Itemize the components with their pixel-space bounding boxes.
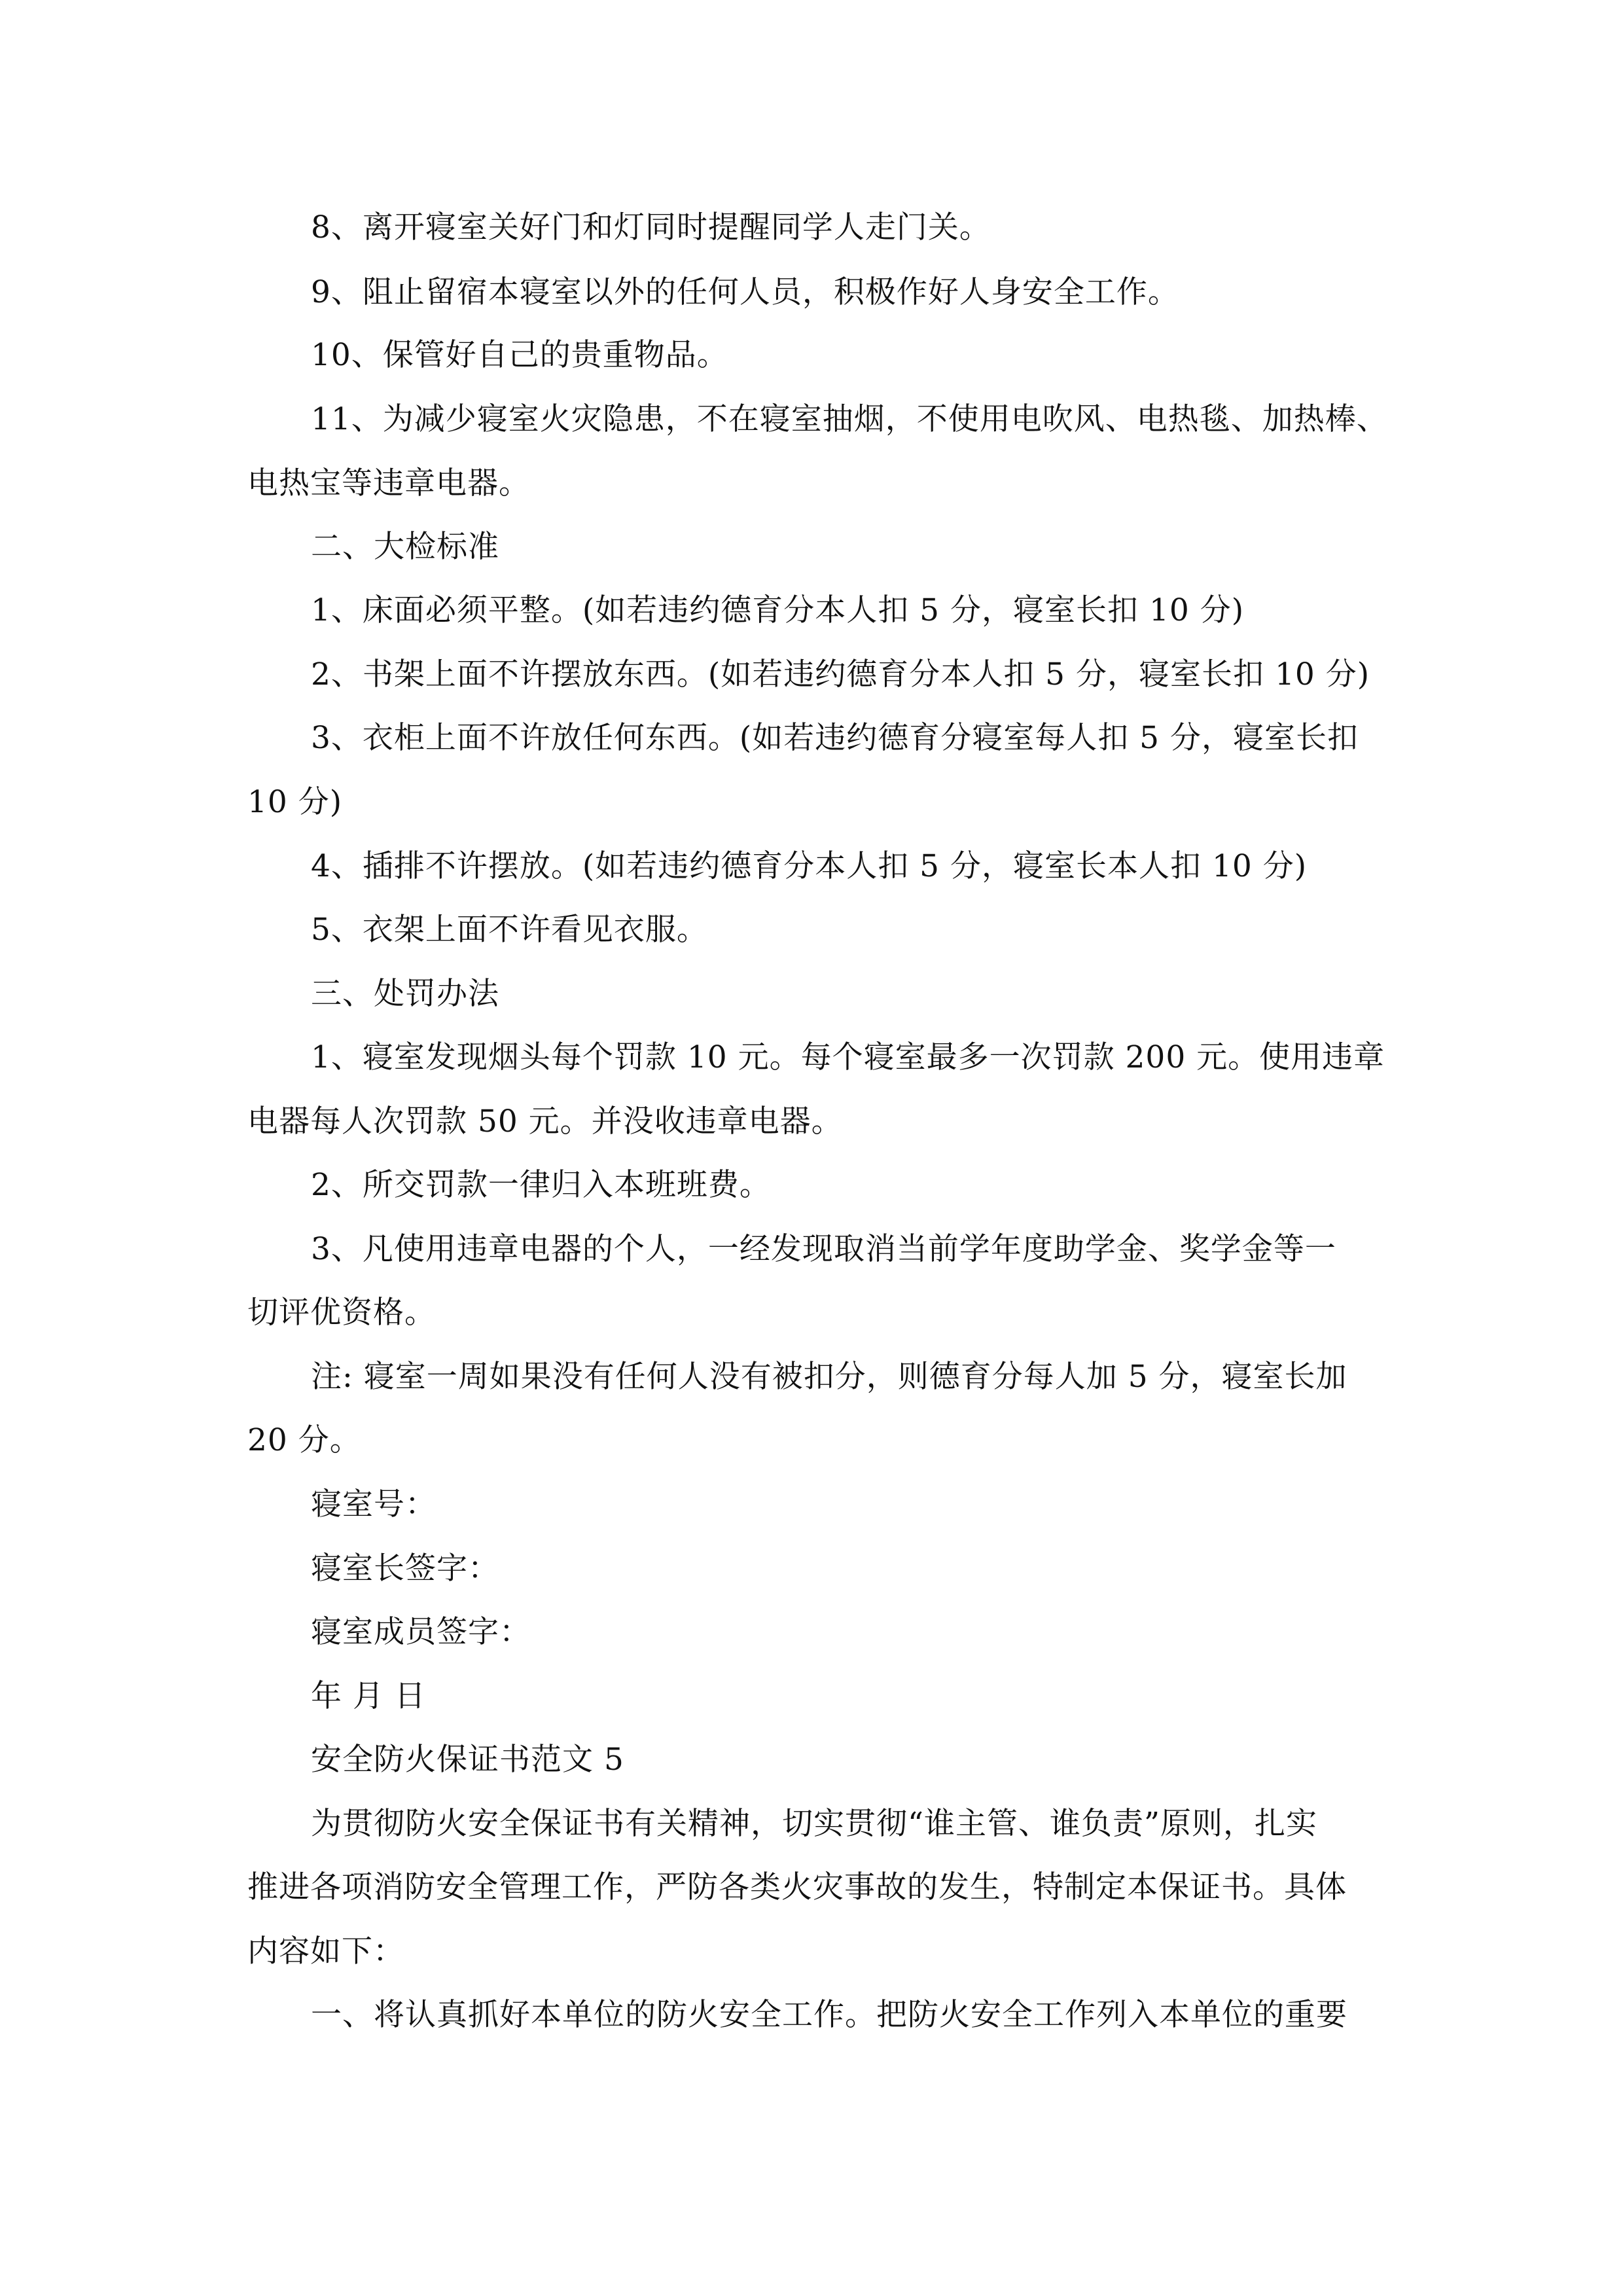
text-line: 3、衣柜上面不许放任何东西。(如若违约德育分寝室每人扣 5 分，寝室长扣 — [311, 720, 1359, 756]
dorm-number-label: 寝室号： — [311, 1486, 437, 1522]
text-line: 1、床面必须平整。(如若违约德育分本人扣 5 分，寝室长扣 10 分) — [311, 592, 1245, 628]
note-line: 注: 寝室一周如果没有任何人没有被扣分，则德育分每人加 5 分，寝室长加 — [311, 1359, 1347, 1395]
text-line: 20 分。 — [247, 1422, 361, 1458]
text-line: 电热宝等违章电器。 — [247, 465, 530, 501]
text-line: 3、凡使用违章电器的个人，一经发现取消当前学年度助学金、奖学金等一 — [311, 1231, 1336, 1267]
date-line: 年 月 日 — [311, 1678, 426, 1714]
text-line: 4、插排不许摆放。(如若违约德育分本人扣 5 分，寝室长本人扣 10 分) — [311, 848, 1308, 884]
text-line: 11、为减少寝室火灾隐患，不在寝室抽烟，不使用电吹风、电热毯、加热棒、 — [311, 401, 1388, 437]
text-line: 切评优资格。 — [247, 1295, 436, 1331]
dorm-leader-signature-label: 寝室长签字： — [311, 1551, 499, 1587]
section-title: 安全防火保证书范文 5 — [311, 1742, 624, 1778]
text-line: 一、将认真抓好本单位的防火安全工作。把防火安全工作列入本单位的重要 — [311, 1997, 1347, 2033]
text-line: 9、阻止留宿本寝室以外的任何人员，积极作好人身安全工作。 — [311, 274, 1179, 310]
text-line: 5、衣架上面不许看见衣服。 — [311, 912, 708, 948]
text-line: 推进各项消防安全管理工作，严防各类火灾事故的发生，特制定本保证书。具体 — [247, 1869, 1347, 1905]
text-line: 2、书架上面不许摆放东西。(如若违约德育分本人扣 5 分，寝室长扣 10 分) — [311, 656, 1370, 692]
text-line: 10 分) — [247, 784, 343, 820]
text-line: 8、离开寝室关好门和灯同时提醒同学人走门关。 — [311, 209, 991, 245]
text-line: 电器每人次罚款 50 元。并没收违章电器。 — [247, 1103, 843, 1139]
text-line: 内容如下： — [247, 1933, 404, 1969]
section-heading: 三、处罚办法 — [311, 976, 499, 1012]
section-heading: 二、大检标准 — [311, 529, 499, 565]
text-line: 1、寝室发现烟头每个罚款 10 元。每个寝室最多一次罚款 200 元。使用违章 — [311, 1039, 1385, 1075]
text-line: 10、保管好自己的贵重物品。 — [311, 337, 728, 373]
text-line: 2、所交罚款一律归入本班班费。 — [311, 1167, 771, 1203]
dorm-member-signature-label: 寝室成员签字： — [311, 1614, 531, 1650]
text-line: 为贯彻防火安全保证书有关精神，切实贯彻“谁主管、谁负责”原则，扎实 — [311, 1806, 1318, 1842]
